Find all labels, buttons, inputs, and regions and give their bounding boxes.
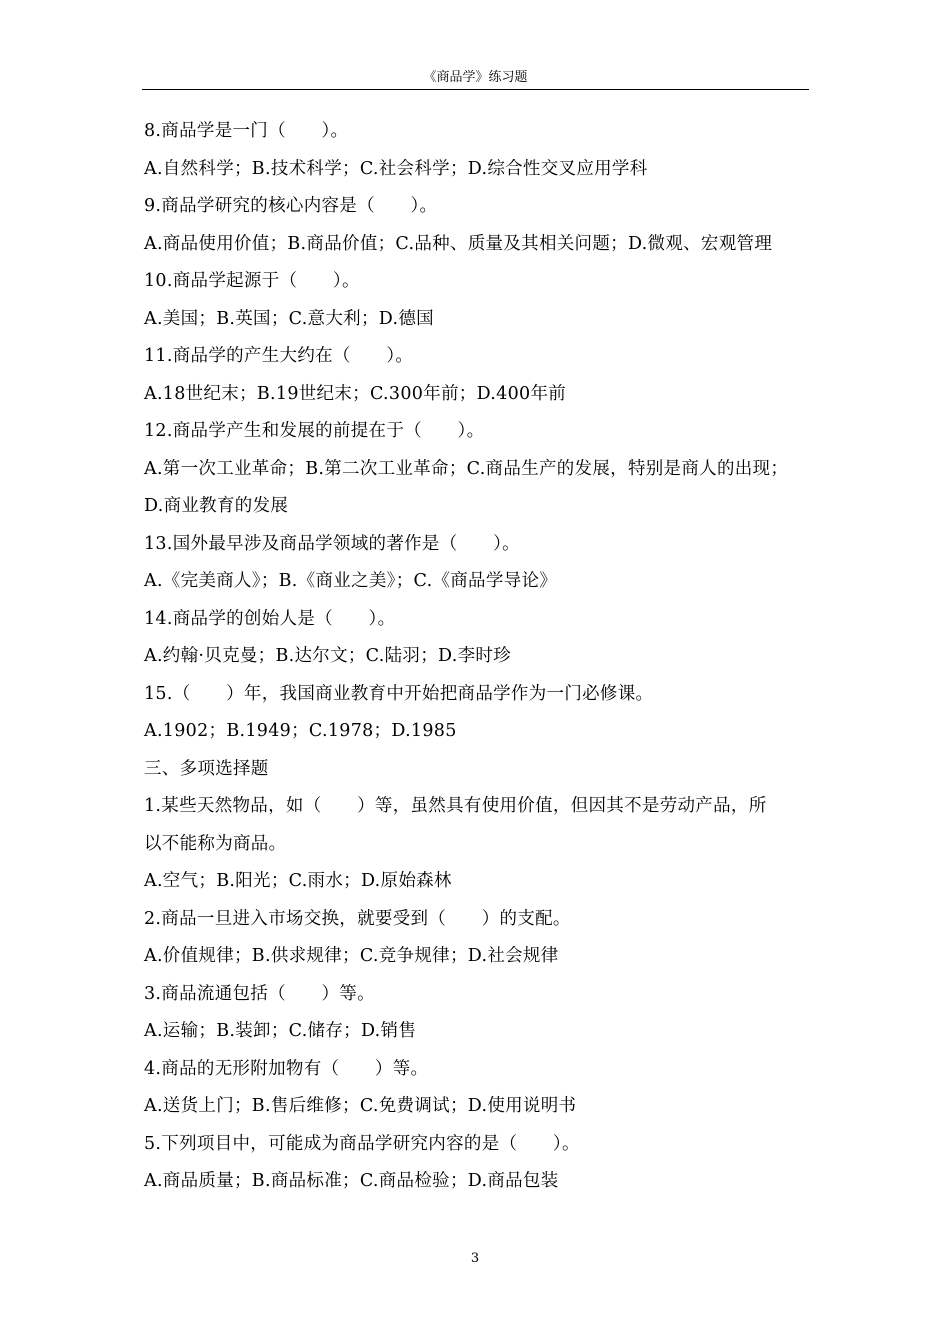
mc-question-1-cont: 以不能称为商品。 (144, 833, 287, 854)
mc-question-1: 1.某些天然物品，如（ ）等，虽然具有使用价值，但因其不是劳动产品，所 (144, 796, 767, 816)
question-15: 15.（ ）年，我国商业教育中开始把商品学作为一门必修课。 (144, 683, 654, 704)
question-11-options: A.18世纪末；B.19世纪末；C.300年前；D.400年前 (144, 383, 567, 404)
question-14-options: A.约翰·贝克曼；B.达尔文；C.陆羽；D.李时珍 (144, 646, 511, 666)
question-11: 11.商品学的产生大约在（ ）。 (144, 346, 414, 366)
mc-question-5: 5.下列项目中，可能成为商品学研究内容的是（ ）。 (144, 1133, 580, 1154)
question-9-options: A.商品使用价值；B.商品价值；C.品种、质量及其相关问题；D.微观、宏观管理 (144, 233, 773, 254)
question-12-options-cont: D.商业教育的发展 (144, 496, 289, 516)
question-10-options: A.美国；B.英国；C.意大利；D.德国 (144, 308, 434, 329)
question-15-options: A.1902；B.1949；C.1978；D.1985 (144, 721, 457, 741)
mc-question-4: 4.商品的无形附加物有（ ）等。 (144, 1058, 429, 1079)
page-header (142, 68, 809, 90)
section-heading-multiple-choice: 三、多项选择题 (144, 758, 269, 779)
mc-question-2-options: A.价值规律；B.供求规律；C.竞争规律；D.社会规律 (144, 946, 559, 966)
question-10: 10.商品学起源于（ ）。 (144, 271, 360, 291)
mc-question-3-options: A.运输；B.装卸；C.储存；D.销售 (144, 1021, 417, 1041)
question-12: 12.商品学产生和发展的前提在于（ ）。 (144, 421, 485, 441)
mc-question-5-options: A.商品质量；B.商品标准；C.商品检验；D.商品包装 (144, 1171, 559, 1191)
page-number: 3 (470, 1251, 480, 1266)
question-8: 8.商品学是一门（ ）。 (144, 121, 349, 141)
question-8-options: A.自然科学；B.技术科学；C.社会科学；D.综合性交叉应用学科 (144, 158, 648, 179)
mc-question-4-options: A.送货上门；B.售后维修；C.免费调试；D.使用说明书 (144, 1096, 577, 1116)
question-13-options: A.《完美商人》；B.《商业之美》；C.《商品学导论》 (144, 571, 558, 591)
mc-question-1-options: A.空气；B.阳光；C.雨水；D.原始森林 (144, 871, 452, 891)
header-title: 《商品学》练习题 (423, 70, 528, 85)
mc-question-3: 3.商品流通包括（ ）等。 (144, 983, 375, 1004)
document-body (144, 113, 812, 1201)
question-12-options: A.第一次工业革命；B.第二次工业革命；C.商品生产的发展，特别是商人的出现； (144, 458, 789, 479)
mc-question-2: 2.商品一旦进入市场交换，就要受到（ ）的支配。 (144, 908, 571, 929)
question-13: 13.国外最早涉及商品学领域的著作是（ ）。 (144, 533, 520, 554)
question-14: 14.商品学的创始人是（ ）。 (144, 608, 396, 629)
question-9: 9.商品学研究的核心内容是（ ）。 (144, 196, 438, 216)
